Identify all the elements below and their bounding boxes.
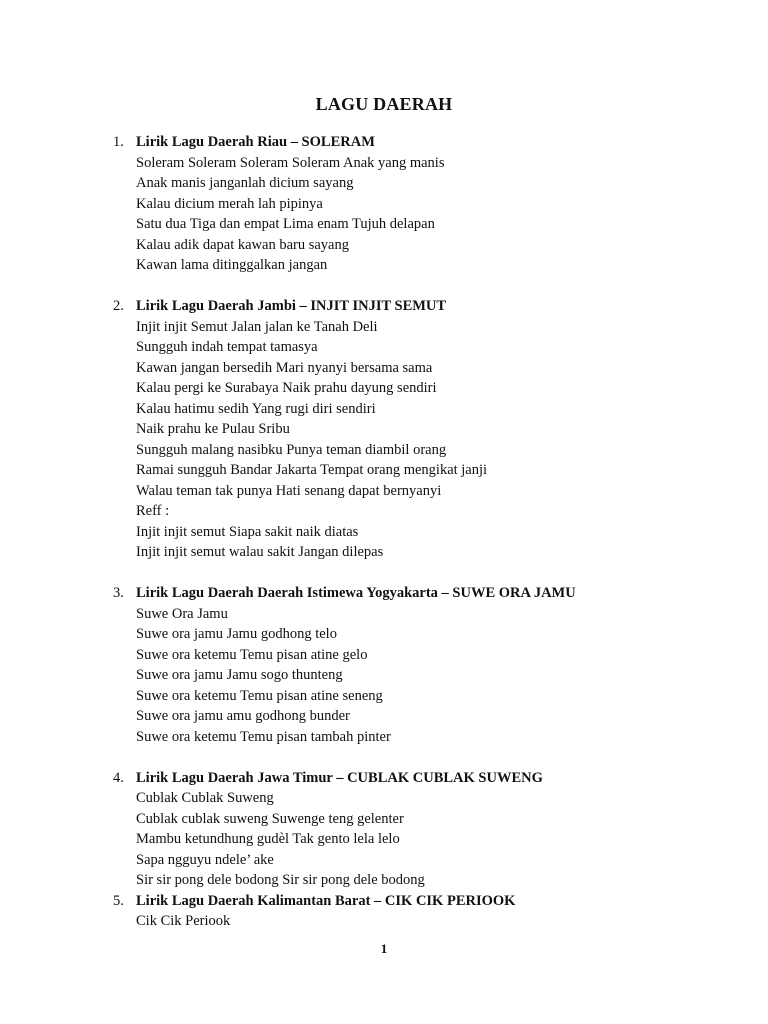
song-title: Lirik Lagu Daerah Jambi – INJIT INJIT SEMUT xyxy=(136,298,447,314)
lyric-line: Injit injit Semut Jalan jalan ke Tanah Deli xyxy=(136,318,378,335)
lyric-line: Sir sir pong dele bodong Sir sir pong dele bodong xyxy=(136,872,425,888)
song-number: 3. xyxy=(113,585,124,601)
lyric-line: Sungguh indah tempat tamasya xyxy=(136,339,318,355)
lyric-line: Suwe ora jamu Jamu sogo thunteng xyxy=(136,667,343,683)
lyric-line: Sapa ngguyu ndele’ ake xyxy=(136,851,274,868)
lyric-line: Cik Cik Periook xyxy=(136,913,231,929)
song-number: 2. xyxy=(113,298,124,314)
lyric-line: Naik prahu ke Pulau Sribu xyxy=(136,421,290,437)
lyric-line: Sungguh malang nasibku Punya teman diambil orang xyxy=(136,441,447,458)
lyric-line: Suwe ora ketemu Temu pisan atine gelo xyxy=(136,646,368,663)
lyric-line: Walau teman tak punya Hati senang dapat bernyanyi xyxy=(136,482,442,499)
lyric-line: Ramai sungguh Bandar Jakarta Tempat orang mengikat janji xyxy=(136,462,488,478)
lyric-line: Suwe ora ketemu Temu pisan tambah pinter xyxy=(136,728,391,745)
lyric-line: Cublak cublak suweng Suwenge teng gelenter xyxy=(136,810,404,827)
song-list xyxy=(113,132,733,932)
page-number: 1 xyxy=(380,941,388,956)
lyric-line: Suwe ora jamu Jamu godhong telo xyxy=(136,626,337,642)
song-number: 4. xyxy=(113,769,124,786)
song-item xyxy=(113,891,733,932)
lyric-line: Reff : xyxy=(136,503,170,519)
lyric-line: Injit injit semut Siapa sakit naik diatas xyxy=(136,523,359,540)
song-title: Lirik Lagu Daerah Kalimantan Barat – CIK CIK PERIOOK xyxy=(136,892,516,909)
lyric-line: Injit injit semut walau sakit Jangan dilepas xyxy=(136,544,384,560)
lyric-line: Kalau dicium merah lah pipinya xyxy=(136,195,323,212)
song-title: Lirik Lagu Daerah Jawa Timur – CUBLAK CUBLAK SUWENG xyxy=(136,769,543,786)
lyric-line: Kawan jangan bersedih Mari nyanyi bersama sama xyxy=(136,359,433,376)
lyric-line: Kalau hatimu sedih Yang rugi diri sendiri xyxy=(136,400,376,417)
song-item xyxy=(113,132,733,276)
lyric-line: Mambu ketundhung gudèl Tak gento lela lelo xyxy=(136,831,400,847)
lyric-line: Anak manis janganlah dicium sayang xyxy=(136,175,354,191)
page-title: LAGU DAERAH xyxy=(315,94,453,114)
lyric-line: Kalau adik dapat kawan baru sayang xyxy=(136,236,349,253)
song-item xyxy=(113,296,733,563)
lyric-line: Kawan lama ditinggalkan jangan xyxy=(136,257,328,273)
lyric-line: Suwe ora ketemu Temu pisan atine seneng xyxy=(136,687,383,704)
lyric-line: Satu dua Tiga dan empat Lima enam Tujuh delapan xyxy=(136,216,435,232)
lyric-line: Soleram Soleram Soleram Soleram Anak yang manis xyxy=(136,154,445,171)
lyric-line: Suwe ora jamu amu godhong bunder xyxy=(136,708,350,724)
song-number: 1. xyxy=(113,134,124,150)
song-item xyxy=(113,768,733,891)
song-title: Lirik Lagu Daerah Riau – SOLERAM xyxy=(136,134,375,150)
song-number: 5. xyxy=(113,892,124,909)
lyric-line: Suwe Ora Jamu xyxy=(136,605,228,622)
song-title: Lirik Lagu Daerah Daerah Istimewa Yogyakarta – SUWE ORA JAMU xyxy=(136,585,576,601)
lyric-line: Kalau pergi ke Surabaya Naik prahu dayung sendiri xyxy=(136,380,437,396)
lyric-line: Cublak Cublak Suweng xyxy=(136,790,274,806)
song-item xyxy=(113,583,733,747)
